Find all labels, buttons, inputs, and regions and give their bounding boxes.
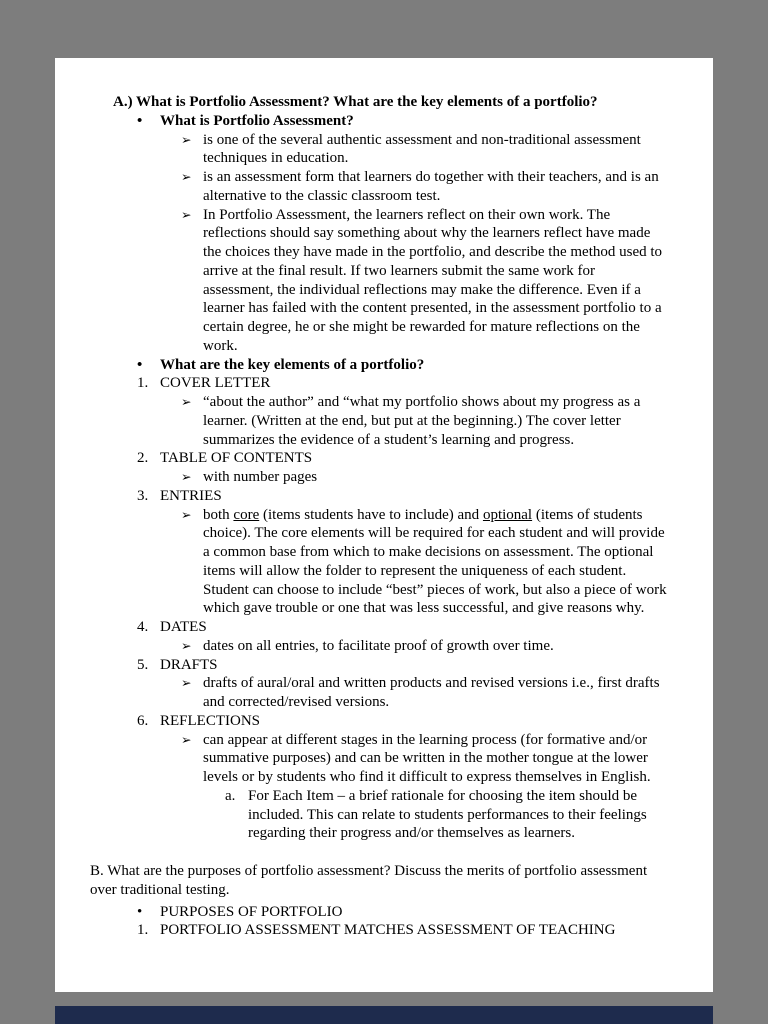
underlined-text: optional — [482, 506, 533, 523]
list-item-point-3 — [181, 206, 668, 356]
arrow-bullet-icon: ➢ — [181, 131, 192, 147]
underlined-text: core — [233, 506, 260, 523]
list-item-text: PURPOSES OF PORTFOLIO — [160, 903, 343, 920]
list-number: 4. — [137, 619, 149, 635]
list-number: 6. — [137, 712, 149, 729]
list-item-text: is an assessment form that learners do together with their teachers, and is an alternative to the classic classroom test. — [203, 169, 659, 204]
numbered-item-dates — [137, 618, 668, 637]
numbered-item-table-of-contents — [137, 449, 668, 468]
list-letter: a. — [225, 787, 236, 804]
list-number: 1. — [137, 375, 149, 392]
bullet-icon: • — [137, 356, 143, 373]
list-item-text: What is Portfolio Assessment? — [160, 112, 354, 129]
list-item-text: drafts of aural/oral and written products and revised versions i.e., first drafts and corrected/revised versions. — [203, 675, 660, 710]
list-item-dates-detail — [181, 637, 668, 656]
numbered-item-entries — [137, 487, 668, 506]
section-b-paragraph: B. What are the purposes of portfolio assessment? Discuss the merits of portfolio assessment over traditional testing. — [90, 863, 648, 898]
list-item-text: In Portfolio Assessment, the learners reflect on their own work. The reflections should say something about why the learners reflect have made the choices they have made in the portfolio, and describe the method used to arrive at the final result. If two learners submit the same work for assessment, the individual reflections may make the difference. Even if a learner has failed with the content presented, in the assessment portfolio to a certain degree, he or she might be rewarded for mature reflections on the work. — [203, 206, 663, 354]
arrow-bullet-icon: ➢ — [181, 469, 192, 484]
list-item-text: COVER LETTER — [160, 375, 271, 392]
text-run: (items students have to include) and — [259, 506, 483, 523]
list-number: 1. — [137, 922, 149, 939]
numbered-item-reflections — [137, 712, 668, 731]
bullet-icon: • — [137, 903, 143, 920]
list-item-text: dates on all entries, to facilitate proof of growth over time. — [203, 637, 554, 654]
list-item-drafts-detail — [181, 674, 668, 712]
list-item-cover-letter-detail — [181, 393, 668, 449]
list-number: 2. — [137, 450, 149, 467]
list-item-text — [203, 506, 668, 619]
numbered-item-drafts — [137, 656, 668, 675]
list-item-text: For Each Item – a brief rationale for choosing the item should be included. This can relate to students performances to their feelings regarding their progress and/or themselves as learners. — [248, 787, 647, 842]
text-run: both — [203, 506, 234, 523]
list-item-text: can appear at different stages in the learning process (for formative and/or summative purposes) and can be written in the mother tongue at the lower levels or by students who find it difficult to express themselves in English. — [203, 731, 651, 785]
list-item-purposes — [137, 903, 668, 922]
numbered-item-portfolio-matches — [137, 921, 668, 940]
list-number: 3. — [137, 487, 149, 504]
list-item-toc-detail — [181, 468, 668, 487]
list-item-for-each-item — [225, 787, 668, 843]
list-item-text: TABLE OF CONTENTS — [160, 450, 313, 467]
arrow-bullet-icon: ➢ — [181, 731, 192, 747]
list-item-text: What are the key elements of a portfolio? — [160, 356, 425, 373]
section-a-heading: A.) What is Portfolio Assessment? What are the key elements of a portfolio? — [113, 94, 598, 110]
arrow-bullet-icon: ➢ — [181, 394, 192, 409]
list-item-text: REFLECTIONS — [160, 712, 261, 729]
numbered-item-cover-letter — [137, 374, 668, 393]
list-item-point-1 — [181, 131, 668, 169]
list-item-text: DRAFTS — [160, 656, 218, 673]
list-item-key-elements — [137, 356, 668, 375]
list-item-entries-detail — [181, 506, 668, 619]
document-page — [55, 58, 713, 992]
document-content — [55, 58, 713, 940]
list-item-text: ENTRIES — [160, 487, 222, 504]
list-number: 5. — [137, 656, 149, 673]
bullet-icon: • — [137, 112, 143, 129]
arrow-bullet-icon: ➢ — [181, 675, 192, 691]
list-item-text: with number pages — [203, 469, 318, 485]
list-item-text: “about the author” and “what my portfolio shows about my progress as a learner. (Written at the end, but put at the beginning.) The cover letter summarizes the evidence of a student’s learning and progress. — [203, 394, 641, 448]
list-item-text: is one of the several authentic assessment and non-traditional assessment techniques in education. — [203, 131, 641, 167]
arrow-bullet-icon: ➢ — [181, 637, 192, 653]
arrow-bullet-icon: ➢ — [181, 169, 192, 184]
list-item-text: DATES — [160, 619, 207, 635]
text-run: (items of students choice). The core elements will be required for each student and will provide a common base from which to make decisions on assessment. The optional items will allow the folder to represent the uniqueness of each student. Student can choose to include “best” pieces of work, but also a piece of work which gave trouble or one that was less successful, and give reasons why. — [203, 506, 667, 617]
list-item-text: PORTFOLIO ASSESSMENT MATCHES ASSESSMENT OF TEACHING — [160, 922, 616, 939]
next-page-top-bar — [55, 1006, 713, 1024]
list-item-reflections-detail — [181, 731, 668, 787]
list-item-point-2 — [181, 168, 668, 206]
arrow-bullet-icon: ➢ — [181, 206, 192, 222]
arrow-bullet-icon: ➢ — [181, 506, 192, 522]
list-item-what-is-portfolio — [137, 112, 668, 131]
